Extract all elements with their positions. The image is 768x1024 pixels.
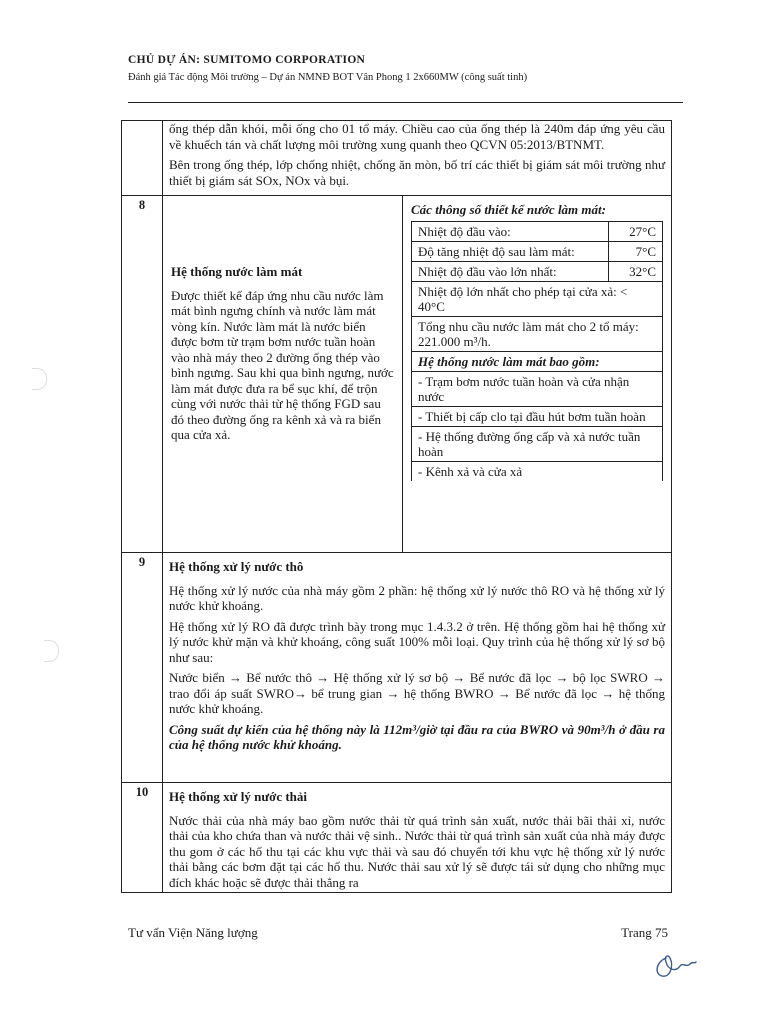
raw-water-cell <box>163 553 672 783</box>
spec-list <box>411 221 663 481</box>
component-item: - Kênh xả và cửa xả <box>412 461 663 481</box>
header-divider <box>128 102 683 103</box>
stack-paragraph: ống thép dẫn khói, mỗi ống cho 01 tổ máy. Chiều cao của ống thép là 240m đáp ứng yêu cầu về khuếch tán và chất lượng môi trường xung quanh theo QCVN 05:2013/BTNMT. <box>169 121 665 152</box>
punch-hole-mark <box>32 368 47 390</box>
table-row-cooling-water <box>122 196 672 553</box>
spec-label: Độ tăng nhiệt độ sau làm mát: <box>412 241 609 261</box>
table-row-wastewater <box>122 783 672 893</box>
system-description-table <box>121 120 672 893</box>
cooling-water-description: Được thiết kế đáp ứng nhu cầu nước làm mát bình ngưng chính và nước làm mát vòng kín. Nước làm mát là nước biển được bơm từ trạm bơm nước tuần hoàn vào nhà máy theo 2 đường ống thép vào bình ngưng. Sau khi qua bình ngưng, nước làm mát được đưa ra bể sục khí, để trộn cùng với nước thải từ hệ thống FGD sau đó theo đường ống ra kênh xả và ra biển qua cửa xả. <box>171 287 394 442</box>
row-number-cell <box>122 121 163 196</box>
component-item: - Trạm bơm nước tuần hoàn và cửa nhận nước <box>412 371 663 406</box>
project-owner-title: CHỦ DỰ ÁN: SUMITOMO CORPORATION <box>128 54 366 66</box>
consultant-name: Tư vấn Viện Năng lượng <box>128 925 258 940</box>
wastewater-title: Hệ thống xử lý nước thải <box>169 789 308 804</box>
cooling-water-description-cell <box>163 196 403 553</box>
spec-label: Nhiệt độ đầu vào: <box>412 221 609 241</box>
spec-value: 32°C <box>608 261 662 281</box>
spec-row <box>412 316 663 351</box>
raw-water-title: Hệ thống xử lý nước thô <box>169 559 304 574</box>
punch-hole-mark <box>44 640 59 662</box>
component-row <box>412 406 663 426</box>
capacity-paragraph: Công suất dự kiến của hệ thống này là 112m³/giờ tại đầu ra của BWRO và 90m³/h ở đầu ra của hệ thống nước khử khoáng. <box>169 721 665 752</box>
spec-label: Tổng nhu cầu nước làm mát cho 2 tổ máy: 221.000 m³/h. <box>412 316 663 351</box>
process-flow-paragraph: Nước biển → Bể nước thô → Hệ thống xử lý sơ bộ → Bể nước đã lọc → bộ lọc SWRO → trao đổi áp suất SWRO→ bể trung gian → hệ thống BWRO → Bể nước đã lọc → hệ thống nước khử khoáng. <box>169 670 665 716</box>
raw-water-paragraph: Hệ thống xử lý nước của nhà máy gồm 2 phần: hệ thống xử lý nước thô RO và hệ thống xử lý nước khử khoáng. <box>169 582 665 613</box>
stack-monitoring-paragraph: Bên trong ống thép, lớp chống nhiệt, chống ăn mòn, bố trí các thiết bị giám sát môi trường như thiết bị giám sát SOx, NOx và bụi. <box>169 157 665 188</box>
spec-label: Nhiệt độ đầu vào lớn nhất: <box>412 261 609 281</box>
spec-label: Nhiệt độ lớn nhất cho phép tại cửa xả: < 40°C <box>412 281 663 316</box>
component-item: - Hệ thống đường ống cấp và xả nước tuần hoàn <box>412 426 663 461</box>
page-header <box>128 54 688 83</box>
table-row-stack-continued <box>122 121 672 196</box>
ro-system-paragraph: Hệ thống xử lý RO đã được trình bày trong mục 1.4.3.2 ở trên. Hệ thống gồm hai hệ thống xử lý nước khử mặn và khử khoáng, công suất 100% mỗi loại. Quy trình của hệ thống xử lý sơ bộ như sau: <box>169 618 665 665</box>
component-row <box>412 371 663 406</box>
report-subtitle: Đánh giá Tác động Môi trường – Dự án NMNĐ BOT Vân Phong 1 2x660MW (công suất tinh) <box>128 72 528 83</box>
row-number: 10 <box>122 783 163 893</box>
spec-row <box>412 351 663 371</box>
spec-value: 27°C <box>608 221 662 241</box>
system-components-heading: Hệ thống nước làm mát bao gồm: <box>412 351 663 371</box>
row-number: 8 <box>122 196 163 553</box>
table-row-raw-water <box>122 553 672 783</box>
row-number: 9 <box>122 553 163 783</box>
stack-description-cell <box>163 121 672 196</box>
spec-row <box>412 241 663 261</box>
page-number: Trang 75 <box>621 925 668 940</box>
spec-value: 7°C <box>608 241 662 261</box>
spec-row <box>412 261 663 281</box>
spec-row <box>412 221 663 241</box>
component-row <box>412 426 663 461</box>
cooling-water-title: Hệ thống nước làm mát <box>171 264 303 279</box>
spec-row <box>412 281 663 316</box>
handwritten-initials <box>650 948 698 987</box>
component-row <box>412 461 663 481</box>
spec-heading: Các thông số thiết kế nước làm mát: <box>411 202 606 217</box>
wastewater-cell <box>163 783 672 893</box>
component-item: - Thiết bị cấp clo tại đầu hút bơm tuần hoàn <box>412 406 663 426</box>
cooling-water-spec-cell <box>403 196 672 553</box>
wastewater-paragraph: Nước thải của nhà máy bao gồm nước thải từ quá trình sản xuất, nước thải bãi thải xỉ, nước thải của kho chứa than và nước thải vệ sinh.. Nước thải từ quá trình sản xuất của nhà máy được thu gom ở các hố thu tại các khu vực thải và sau đó chuyển tới khu vực hệ thống xử lý nước thải bằng các bơm đặt tại các hố thu. Nước thải sau xử lý sẽ được tái sử dụng cho những mục đích khác hoặc sẽ được thải thẳng ra <box>169 812 665 890</box>
